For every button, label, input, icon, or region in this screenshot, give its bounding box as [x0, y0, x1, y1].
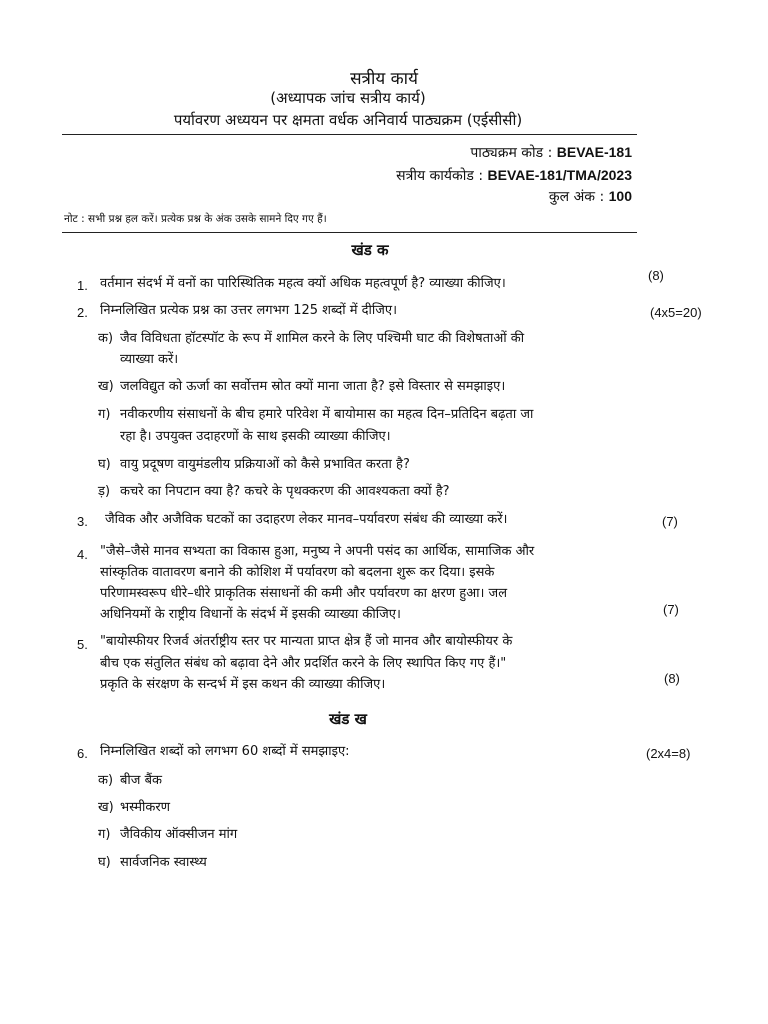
q2-part-label: ख): [98, 379, 114, 394]
q6-part-a-text: बीज बैंक: [120, 773, 162, 788]
q2-part-e-line1: कचरे का निपटान क्या है? कचरे के पृथक्करण की आवश्यकता क्यों है?: [120, 484, 450, 499]
q2-part-label: क): [98, 331, 114, 346]
question-6-text: निम्नलिखित शब्दों को लगभग 60 शब्दों में समझाइए:: [100, 744, 350, 759]
question-3-marks: (7): [662, 514, 678, 529]
question-number: 4.: [77, 547, 88, 562]
question-2-marks: (4x5=20): [650, 305, 702, 320]
question-3-text: जैविक और अजैविक घटकों का उदाहरण लेकर मानव–पर्यावरण संबंध की व्याख्या करें।: [105, 512, 508, 527]
question-2-text: निम्नलिखित प्रत्येक प्रश्न का उत्तर लगभग 125 शब्दों में दीजिए।: [100, 303, 398, 318]
question-4-line: "जैसे–जैसे मानव सभ्यता का विकास हुआ, मनुष्य ने अपनी पसंद का आर्थिक, सामाजिक और: [100, 544, 535, 559]
q6-part-d-text: सार्वजनिक स्वास्थ्य: [120, 855, 207, 870]
section-b-title: खंड ख: [329, 710, 367, 728]
course-code-label: पाठ्यक्रम कोड :: [470, 145, 553, 161]
note-divider: [62, 232, 637, 233]
question-number: 6.: [77, 746, 88, 761]
assignment-code-value: BEVAE-181/TMA/2023: [487, 167, 632, 183]
q2-part-c-line2: रहा है। उपयुक्त उदाहरणों के साथ इसकी व्याख्या कीजिए।: [120, 429, 391, 444]
q6-part-label: क): [98, 773, 114, 788]
question-1-text: वर्तमान संदर्भ में वनों का पारिस्थितिक महत्व क्यों अधिक महत्वपूर्ण है? व्याख्या कीजिए।: [100, 276, 506, 291]
q6-part-label: ग): [98, 827, 111, 842]
q6-part-label: ख): [98, 800, 114, 815]
page-title: सत्रीय कार्य: [350, 69, 418, 89]
q2-part-b-line1: जलविद्युत को ऊर्जा का सर्वोत्तम स्रोत क्यों माना जाता है? इसे विस्तार से समझाइए।: [120, 379, 506, 394]
q2-part-d-line1: वायु प्रदूषण वायुमंडलीय प्रक्रियाओं को कैसे प्रभावित करता है?: [120, 457, 410, 472]
assignment-code-line: [396, 166, 632, 185]
q2-part-label: घ): [98, 457, 111, 472]
q2-part-c-line1: नवीकरणीय संसाधनों के बीच हमारे परिवेश में बायोमास का महत्व दिन–प्रतिदिन बढ़ता जा: [120, 407, 534, 422]
q6-part-b-text: भस्मीकरण: [120, 800, 171, 815]
total-marks-line: [549, 187, 632, 206]
question-5-line: प्रकृति के संरक्षण के सन्दर्भ में इस कथन की व्याख्या कीजिए।: [100, 677, 386, 692]
q6-part-label: घ): [98, 855, 111, 870]
question-4-marks: (7): [663, 602, 679, 617]
question-5-line: "बायोस्फीयर रिजर्व अंतर्राष्ट्रीय स्तर पर मान्यता प्राप्त क्षेत्र हैं जो मानव और बायोस्फीयर के: [100, 634, 513, 649]
course-title: पर्यावरण अध्ययन पर क्षमता वर्धक अनिवार्य पाठ्यक्रम (एईसीसी): [173, 111, 523, 129]
q2-part-a-line1: जैव विविधता हॉटस्पॉट के रूप में शामिल करने के लिए पश्चिमी घाट की विशेषताओं की: [120, 331, 525, 346]
q2-part-label: ड़): [98, 484, 111, 499]
section-a-title: खंड क: [351, 241, 389, 259]
question-5-line: बीच एक संतुलित संबंध को बढ़ावा देने और प्रदर्शित करने के लिए स्थापित किए गए हैं।": [100, 656, 507, 671]
question-number: 1.: [77, 278, 88, 293]
total-marks-label: कुल अंक :: [548, 189, 605, 205]
course-code-line: [470, 143, 632, 162]
q6-part-c-text: जैविकीय ऑक्सीजन मांग: [120, 827, 238, 842]
question-number: 3.: [77, 514, 88, 529]
total-marks-value: 100: [608, 188, 632, 204]
question-5-marks: (8): [664, 671, 680, 686]
page-subtitle: (अध्यापक जांच सत्रीय कार्य): [270, 89, 426, 107]
question-4-line: अधिनियमों के राष्ट्रीय विधानों के संदर्भ में इसकी व्याख्या कीजिए।: [100, 607, 401, 622]
assignment-code-label: सत्रीय कार्यकोड :: [396, 168, 484, 184]
question-4-line: सांस्कृतिक वातावरण बनाने की कोशिश में पर्यावरण को बदलना शुरू कर दिया। इसके: [100, 565, 495, 580]
q2-part-label: ग): [98, 407, 111, 422]
course-code-value: BEVAE-181: [556, 144, 632, 160]
question-1-marks: (8): [648, 268, 664, 283]
question-6-marks: (2x4=8): [646, 746, 691, 761]
question-4-line: परिणामस्वरूप धीरे–धीरे प्राकृतिक संसाधनों की कमी और पर्यावरण का क्षरण हुआ। जल: [100, 586, 508, 601]
instruction-note: नोट : सभी प्रश्न हल करें। प्रत्येक प्रश्न के अंक उसके सामने दिए गए हैं।: [64, 213, 327, 225]
question-number: 2.: [77, 305, 88, 320]
question-number: 5.: [77, 637, 88, 652]
header-divider: [62, 134, 637, 135]
q2-part-a-line2: व्याख्या करें।: [120, 352, 179, 367]
